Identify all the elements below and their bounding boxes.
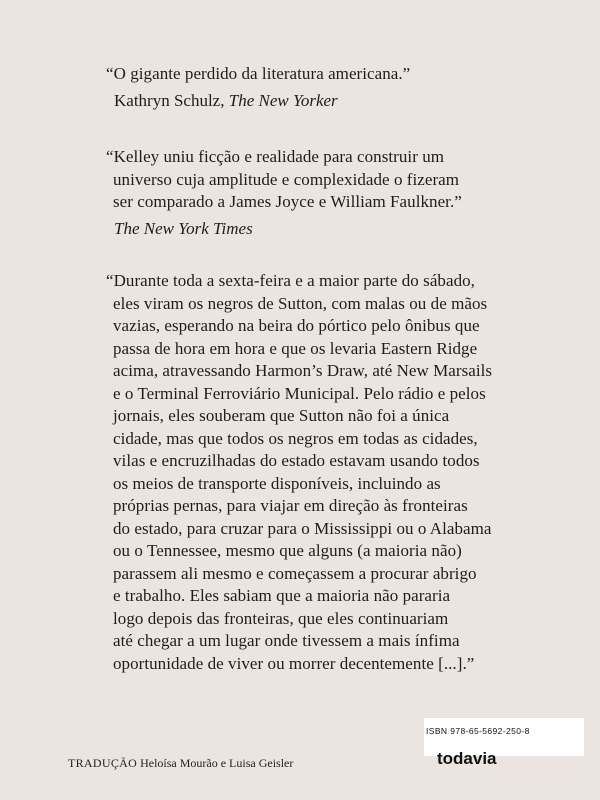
excerpt-line: jornais, eles souberam que Sutton não foi a única — [113, 406, 450, 425]
book-excerpt — [106, 270, 576, 675]
blurb-quote — [106, 146, 576, 214]
blurb-attribution — [106, 90, 576, 112]
excerpt-line: acima, atravessando Harmon’s Draw, até New Marsails — [113, 361, 493, 380]
attribution-source: The New York Times — [114, 218, 253, 238]
excerpt-line: “Durante toda a sexta-feira e a maior parte do sábado, — [106, 271, 475, 290]
excerpt-line: e trabalho. Eles sabiam que a maioria não pararia — [113, 586, 451, 605]
excerpt-line: os meios de transporte disponíveis, incluindo as — [113, 473, 441, 493]
excerpt-line: do estado, para cruzar para o Mississippi ou o Alabama — [113, 518, 492, 538]
attribution-name: Kathryn Schulz, — [114, 90, 229, 110]
excerpt-line: e o Terminal Ferroviário Municipal. Pelo rádio e pelos — [113, 383, 486, 403]
excerpt-line: passa de hora em hora e que os levaria Eastern Ridge — [113, 338, 478, 358]
excerpt-line: vazias, esperando na beira do pórtico pelo ônibus que — [113, 316, 480, 335]
excerpt-line: cidade, mas que todos os negros em todas as cidades, — [113, 428, 478, 448]
blurb-new-york-times — [106, 146, 576, 240]
excerpt-line: próprias pernas, para viajar em direção às fronteiras — [113, 496, 468, 515]
translator-names: Heloísa Mourão e Luisa Geisler — [137, 756, 294, 770]
excerpt-line: vilas e encruzilhadas do estado estavam usando todos — [113, 451, 480, 470]
blurb-attribution — [106, 218, 576, 240]
excerpt-line: oportunidade de viver ou morrer decentemente [...].” — [113, 653, 475, 673]
blurb-line: “Kelley uniu ficção e realidade para construir um — [106, 147, 445, 166]
excerpt-line: eles viram os negros de Sutton, com malas ou de mãos — [113, 293, 488, 313]
translation-credit — [68, 756, 293, 771]
isbn-number: ISBN 978-65-5692-250-8 — [426, 726, 530, 736]
excerpt-line: ou o Tennessee, mesmo que alguns (a maioria não) — [113, 541, 462, 560]
blurb-line: universo cuja amplitude e complexidade o fizeram — [113, 169, 460, 189]
attribution-source: The New Yorker — [228, 90, 338, 110]
blurb-line: ser comparado a James Joyce e William Faulkner.” — [113, 192, 462, 211]
publisher-logo: todavia — [437, 749, 497, 768]
excerpt-line: até chegar a um lugar onde tivessem a mais ínfima — [113, 631, 460, 650]
excerpt-line: parassem ali mesmo e começassem a procurar abrigo — [113, 563, 477, 583]
blurb-quote — [106, 63, 576, 86]
translation-label: TRADUÇÃO — [68, 756, 138, 770]
excerpt-text — [106, 270, 576, 675]
blurb-line: “O gigante perdido da literatura americana.” — [106, 64, 411, 83]
excerpt-line: logo depois das fronteiras, que eles continuariam — [113, 608, 449, 628]
blurb-new-yorker — [106, 63, 576, 112]
